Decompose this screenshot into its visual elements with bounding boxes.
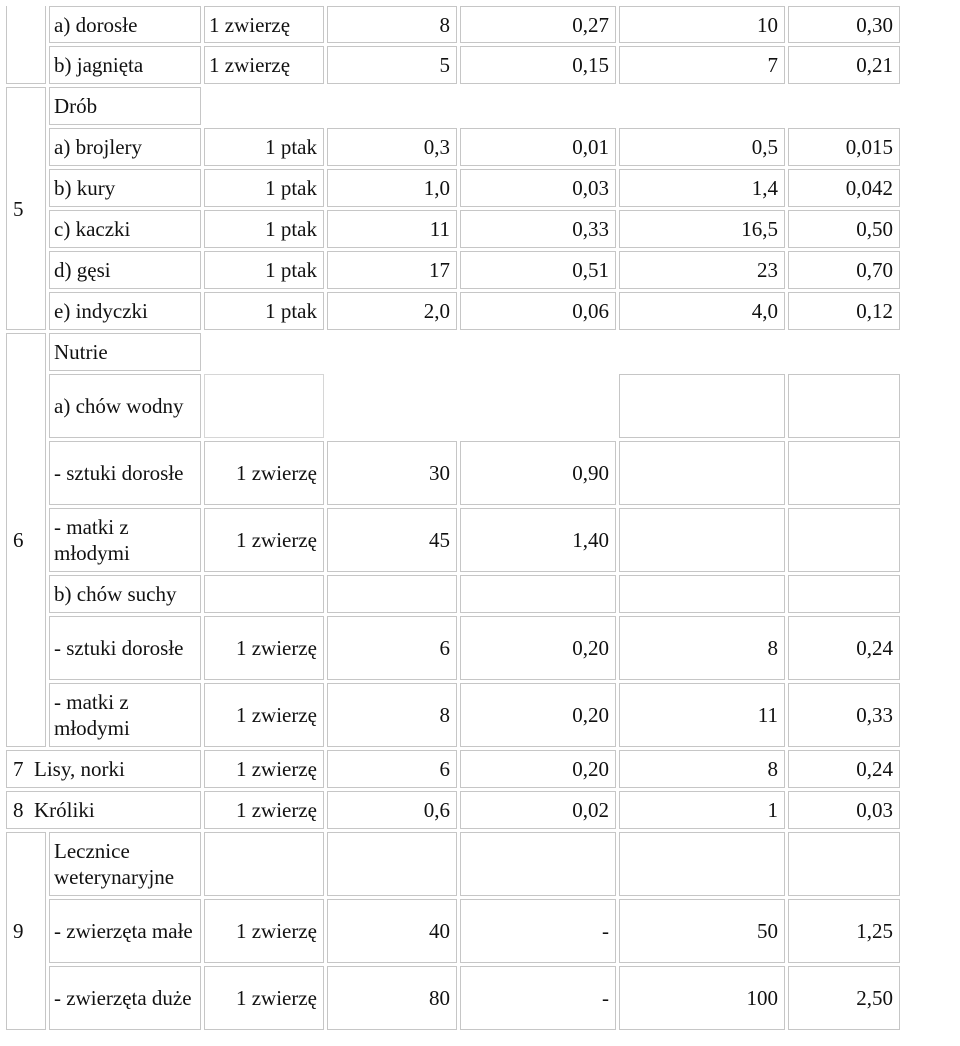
- item-name: a) dorosłe: [49, 6, 201, 43]
- item-name: - zwierzęta duże: [49, 966, 201, 1030]
- table-row: [6, 966, 900, 1030]
- item-name: Drób: [49, 87, 201, 125]
- empty-cell: [619, 333, 785, 371]
- unit-cell: 1 zwierzę: [204, 899, 324, 963]
- value-4: 0,50: [788, 210, 900, 248]
- unit-cell: 1 ptak: [204, 128, 324, 166]
- empty-cell: [788, 441, 900, 505]
- value-4: 2,50: [788, 966, 900, 1030]
- table-row: [6, 374, 900, 438]
- item-label: Lisy, norki: [34, 757, 125, 781]
- empty-cell: [460, 374, 616, 438]
- unit-cell: 1 zwierzę: [204, 46, 324, 84]
- value-1: 6: [327, 750, 457, 788]
- value-4: 0,24: [788, 616, 900, 680]
- table-row: [6, 750, 900, 788]
- table-row: [6, 791, 900, 829]
- table-row: [6, 128, 900, 166]
- value-3: 8: [619, 750, 785, 788]
- item-name: c) kaczki: [49, 210, 201, 248]
- value-3: 100: [619, 966, 785, 1030]
- empty-cell: [788, 374, 900, 438]
- item-name: d) gęsi: [49, 251, 201, 289]
- table-row: [6, 333, 900, 371]
- table-row: [6, 575, 900, 613]
- empty-cell: [460, 832, 616, 896]
- value-4: 1,25: [788, 899, 900, 963]
- unit-cell: 1 zwierzę: [204, 683, 324, 747]
- value-2: 0,33: [460, 210, 616, 248]
- unit-cell: 1 zwierzę: [204, 791, 324, 829]
- empty-cell: [619, 374, 785, 438]
- item-name: - matki z młodymi: [49, 683, 201, 747]
- value-2: -: [460, 966, 616, 1030]
- empty-cell: [788, 575, 900, 613]
- empty-cell: [204, 333, 324, 371]
- value-3: 0,5: [619, 128, 785, 166]
- empty-cell: [788, 832, 900, 896]
- row-number: [6, 6, 46, 84]
- table-row: [6, 210, 900, 248]
- value-3: 16,5: [619, 210, 785, 248]
- unit-cell: 1 zwierzę: [204, 508, 324, 572]
- empty-cell: [204, 832, 324, 896]
- value-1: 0,3: [327, 128, 457, 166]
- value-1: 0,6: [327, 791, 457, 829]
- row-number: 9: [6, 832, 46, 1030]
- empty-cell: [327, 575, 457, 613]
- value-3: 50: [619, 899, 785, 963]
- empty-cell: [619, 832, 785, 896]
- item-name: - matki z młodymi: [49, 508, 201, 572]
- empty-cell: [788, 333, 900, 371]
- value-4: 0,042: [788, 169, 900, 207]
- value-2: 0,06: [460, 292, 616, 330]
- empty-cell: [204, 575, 324, 613]
- value-3: 10: [619, 6, 785, 43]
- table-row: [6, 46, 900, 84]
- value-4: 0,015: [788, 128, 900, 166]
- value-1: 11: [327, 210, 457, 248]
- empty-cell: [327, 333, 457, 371]
- value-1: 17: [327, 251, 457, 289]
- value-1: 30: [327, 441, 457, 505]
- table-row: [6, 508, 900, 572]
- unit-cell: 1 zwierzę: [204, 441, 324, 505]
- value-2: 0,51: [460, 251, 616, 289]
- value-1: 2,0: [327, 292, 457, 330]
- value-3: 1,4: [619, 169, 785, 207]
- empty-cell: [204, 374, 324, 438]
- data-table: [3, 3, 903, 1033]
- table-row: [6, 441, 900, 505]
- unit-cell: 1 zwierzę: [204, 616, 324, 680]
- value-4: 0,30: [788, 6, 900, 43]
- value-3: 8: [619, 616, 785, 680]
- item-name: a) chów wodny: [49, 374, 201, 438]
- item-name: - sztuki dorosłe: [49, 441, 201, 505]
- value-1: 80: [327, 966, 457, 1030]
- value-4: 0,33: [788, 683, 900, 747]
- value-2: 0,01: [460, 128, 616, 166]
- value-2: 0,02: [460, 791, 616, 829]
- table-row: [6, 292, 900, 330]
- item-name: Lecznice weterynaryjne: [49, 832, 201, 896]
- empty-cell: [327, 374, 457, 438]
- empty-cell: [204, 87, 900, 125]
- row-number: 7: [13, 757, 24, 781]
- value-3: 11: [619, 683, 785, 747]
- unit-cell: 1 ptak: [204, 251, 324, 289]
- value-4: 0,24: [788, 750, 900, 788]
- value-3: 7: [619, 46, 785, 84]
- item-label: Króliki: [34, 798, 95, 822]
- table-row: [6, 832, 900, 896]
- value-4: 0,12: [788, 292, 900, 330]
- value-1: 8: [327, 683, 457, 747]
- table-row: [6, 87, 900, 125]
- value-3: 4,0: [619, 292, 785, 330]
- value-4: 0,70: [788, 251, 900, 289]
- value-2: 0,27: [460, 6, 616, 43]
- value-2: 0,20: [460, 750, 616, 788]
- unit-cell: 1 ptak: [204, 169, 324, 207]
- value-1: 5: [327, 46, 457, 84]
- empty-cell: [619, 508, 785, 572]
- value-1: 8: [327, 6, 457, 43]
- row-number: 6: [6, 333, 46, 747]
- empty-cell: [619, 441, 785, 505]
- empty-cell: [460, 575, 616, 613]
- empty-cell: [619, 575, 785, 613]
- value-2: 0,90: [460, 441, 616, 505]
- item-name: - sztuki dorosłe: [49, 616, 201, 680]
- unit-cell: 1 zwierzę: [204, 966, 324, 1030]
- table-row: [6, 616, 900, 680]
- item-name: [6, 750, 201, 788]
- empty-cell: [460, 333, 616, 371]
- value-3: 1: [619, 791, 785, 829]
- value-1: 1,0: [327, 169, 457, 207]
- empty-cell: [788, 508, 900, 572]
- item-name: [6, 791, 201, 829]
- item-name: - zwierzęta małe: [49, 899, 201, 963]
- value-1: 45: [327, 508, 457, 572]
- value-2: 0,03: [460, 169, 616, 207]
- item-name: b) jagnięta: [49, 46, 201, 84]
- value-1: 40: [327, 899, 457, 963]
- item-name: b) chów suchy: [49, 575, 201, 613]
- table-row: [6, 6, 900, 43]
- value-2: 0,20: [460, 616, 616, 680]
- value-2: 0,20: [460, 683, 616, 747]
- unit-cell: 1 ptak: [204, 210, 324, 248]
- table-row: [6, 169, 900, 207]
- empty-cell: [327, 832, 457, 896]
- table-row: [6, 251, 900, 289]
- value-1: 6: [327, 616, 457, 680]
- value-3: 23: [619, 251, 785, 289]
- table-row: [6, 899, 900, 963]
- unit-cell: 1 ptak: [204, 292, 324, 330]
- value-4: 0,21: [788, 46, 900, 84]
- value-4: 0,03: [788, 791, 900, 829]
- item-name: e) indyczki: [49, 292, 201, 330]
- item-name: b) kury: [49, 169, 201, 207]
- row-number: 5: [6, 87, 46, 330]
- table-row: [6, 683, 900, 747]
- value-2: 1,40: [460, 508, 616, 572]
- row-number: 8: [13, 798, 24, 822]
- unit-cell: 1 zwierzę: [204, 6, 324, 43]
- item-name: Nutrie: [49, 333, 201, 371]
- unit-cell: 1 zwierzę: [204, 750, 324, 788]
- item-name: a) brojlery: [49, 128, 201, 166]
- value-2: 0,15: [460, 46, 616, 84]
- value-2: -: [460, 899, 616, 963]
